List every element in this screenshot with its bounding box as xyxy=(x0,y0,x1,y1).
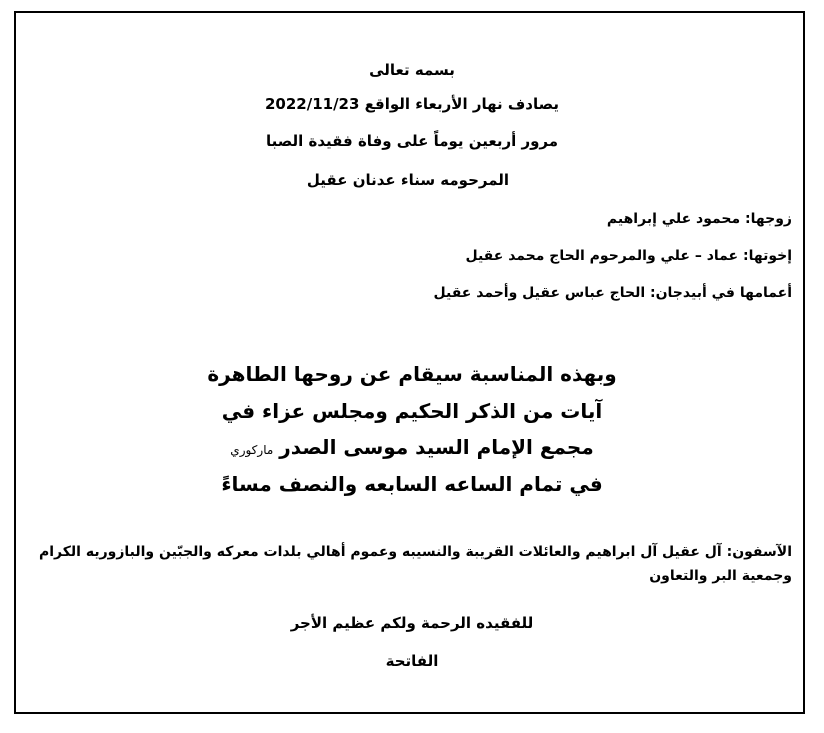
forty-days-line: مرور أربعين يوماً على وفاة فقيدة الصبا xyxy=(265,132,559,150)
venue-name: مجمع الإمام السيد موسى الصدر xyxy=(279,435,594,459)
husband-line: زوجها: محمود علي إبراهيم xyxy=(606,211,792,227)
basmala: بسمه تعالى xyxy=(369,61,455,79)
fatiha-line: الفاتحة xyxy=(385,652,439,670)
announcement-line-1: وبهذه المناسبة سيقام عن روحها الطاهرة xyxy=(207,362,617,386)
date-line: يصادف نهار الأربعاء الواقع 2022/11/23 xyxy=(264,95,560,113)
venue-location: ماركوري xyxy=(230,443,274,457)
deceased-name: المرحومه سناء عدنان عقيل xyxy=(306,171,510,189)
uncles-line: أعمامها في أبيدجان: الحاج عباس عقيل وأحمد عقيل xyxy=(433,285,792,301)
condolence-line: للفقيده الرحمة ولكم عظيم الأجر xyxy=(290,614,534,632)
mourners-text: الآسفون: آل عقيل آل ابراهيم والعائلات القريبة والنسيبه وعموم أهالي بلدات معركه والجبّين والبازوريه الكرام وجمعية البر والتعاون xyxy=(39,544,792,584)
announcement-line-3 xyxy=(0,435,824,459)
announcement-line-2: آيات من الذكر الحكيم ومجلس عزاء في xyxy=(221,399,603,423)
announcement-line-4: في تمام الساعه السابعه والنصف مساءً xyxy=(221,472,603,496)
brothers-line: إخوتها: عماد – علي والمرحوم الحاج محمد عقيل xyxy=(465,248,792,264)
